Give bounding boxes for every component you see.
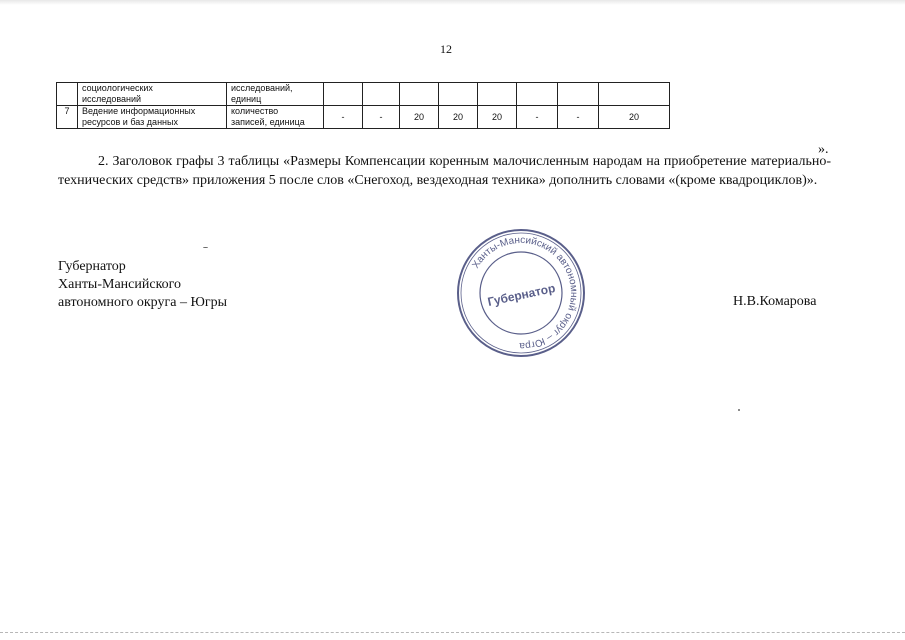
value-cell: 20 — [400, 106, 439, 129]
signatory-title-line: Губернатор — [58, 259, 126, 274]
scan-speck — [738, 409, 740, 411]
row-unit-line: исследований, — [231, 83, 293, 93]
row-unit — [227, 106, 324, 129]
signatory-name: Н.В.Комарова — [733, 294, 817, 309]
row-name-line: социологических — [82, 83, 153, 93]
table-fragment — [56, 82, 670, 129]
value-cell: - — [363, 106, 400, 129]
row-unit-line: количество — [231, 106, 279, 116]
table-row — [57, 106, 670, 129]
row-name — [78, 106, 227, 129]
row-unit — [227, 83, 324, 106]
value-cell — [599, 83, 670, 106]
row-unit-line: единиц — [231, 94, 262, 104]
scan-edge-top — [0, 0, 905, 5]
scan-speck — [203, 247, 208, 248]
value-cell — [400, 83, 439, 106]
seal-graphic — [455, 227, 587, 359]
value-cell: - — [324, 106, 363, 129]
value-cell — [363, 83, 400, 106]
value-cell: 20 — [478, 106, 517, 129]
seal-center-text: Губернатор — [486, 280, 557, 309]
value-cell: 20 — [439, 106, 478, 129]
row-name-line: Ведение информационных — [82, 106, 196, 116]
row-number — [57, 83, 78, 106]
row-name-line: ресурсов и баз данных — [82, 117, 178, 127]
row-unit-line: записей, единица — [231, 117, 305, 127]
official-seal — [455, 227, 587, 359]
row-name — [78, 83, 227, 106]
signatory-title-line: автономного округа – Югры — [58, 295, 227, 310]
value-cell: - — [517, 106, 558, 129]
amendment-paragraph: 2. Заголовок графы 3 таблицы «Размеры Компенсации коренным малочисленным народам на приобретение материально-технических средств» приложения 5 после слов «Снегоход, вездеходная техника» дополнить словами «(кроме квадроциклов)». — [58, 154, 831, 188]
closing-quote: ». — [818, 142, 829, 157]
value-cell: - — [558, 106, 599, 129]
signatory-title-line: Ханты-Мансийского — [58, 277, 182, 292]
row-number: 7 — [57, 106, 78, 129]
page-number: 12 — [440, 42, 452, 56]
value-cell — [478, 83, 517, 106]
scan-edge-bottom — [0, 632, 905, 636]
value-cell — [324, 83, 363, 106]
signatory-title — [58, 258, 227, 312]
table-row — [57, 83, 670, 106]
seal-ring-textpath: Ханты-Мансийский автономный округ – Югра — [470, 234, 580, 352]
row-name-line: исследований — [82, 94, 142, 104]
value-cell — [439, 83, 478, 106]
value-cell — [517, 83, 558, 106]
value-cell: 20 — [599, 106, 670, 129]
value-cell — [558, 83, 599, 106]
